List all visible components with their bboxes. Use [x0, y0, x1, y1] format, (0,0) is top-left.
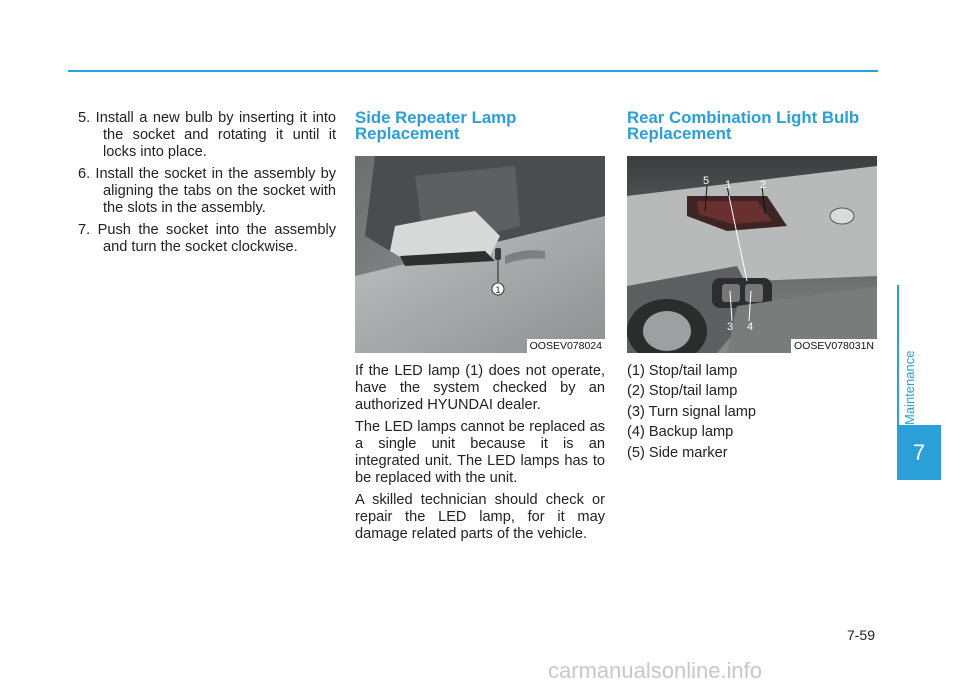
step-6: 6. Install the socket in the assembly by aligning the tabs on the socket with the slots in the assembly. [78, 166, 336, 216]
rear-light-figure [627, 156, 877, 353]
step-5: 5. Install a new bulb by inserting it into the socket and rotating it until it locks into place. [78, 110, 336, 160]
chapter-tab-label[interactable] [902, 335, 918, 425]
side-paragraph-1: If the LED lamp (1) does not operate, have the system checked by an authorized HYUNDAI dealer. [355, 363, 605, 413]
rear-light-illustration [627, 156, 877, 353]
side-paragraph-2: The LED lamps cannot be replaced as a single unit because it is an integrated unit. The LED lamps has to be replaced with the unit. [355, 419, 605, 486]
rear-callout-2: 2 [760, 179, 767, 191]
rear-figure-code: OOSEV078031N [791, 339, 877, 353]
rear-light-title: Rear Combination Light Bulb Replacement [627, 108, 860, 143]
rear-callout-5: 5 [703, 175, 710, 187]
side-mirror-illustration [355, 156, 605, 353]
side-repeater-figure [355, 156, 605, 353]
watermark: carmanualsonline.info [548, 658, 763, 683]
chapter-tab-rule [897, 285, 899, 425]
step-7: 7. Push the socket into the assembly and turn the socket clockwise. [78, 222, 336, 255]
part-item: (4) Backup lamp [627, 424, 734, 441]
header-rule [68, 70, 878, 72]
page-number: 7-59 [846, 627, 875, 643]
part-item: (5) Side marker [627, 444, 728, 461]
side-callout-1: 1 [495, 285, 501, 295]
rear-light-section [627, 110, 877, 142]
side-repeater-section [355, 110, 605, 142]
part-item: (3) Turn signal lamp [627, 403, 756, 420]
steps-column [78, 110, 336, 261]
steps-list [78, 110, 336, 256]
rear-callout-4: 4 [747, 321, 754, 333]
rear-parts-list [627, 363, 877, 465]
chapter-number-tab[interactable]: 7 [897, 425, 941, 480]
side-repeater-text [355, 363, 605, 548]
side-figure-code: OOSEV078024 [527, 339, 605, 353]
rear-callout-1: 1 [725, 179, 732, 191]
part-item: (1) Stop/tail lamp [627, 363, 738, 379]
chapter-tab-text: Maintenance [902, 350, 917, 425]
rear-callout-3: 3 [727, 321, 734, 333]
part-item: (2) Stop/tail lamp [627, 383, 738, 400]
side-paragraph-3: A skilled technician should check or repair the LED lamp, for it may damage related parts of the vehicle. [355, 492, 605, 542]
side-repeater-title: Side Repeater Lamp Replacement [355, 108, 517, 143]
